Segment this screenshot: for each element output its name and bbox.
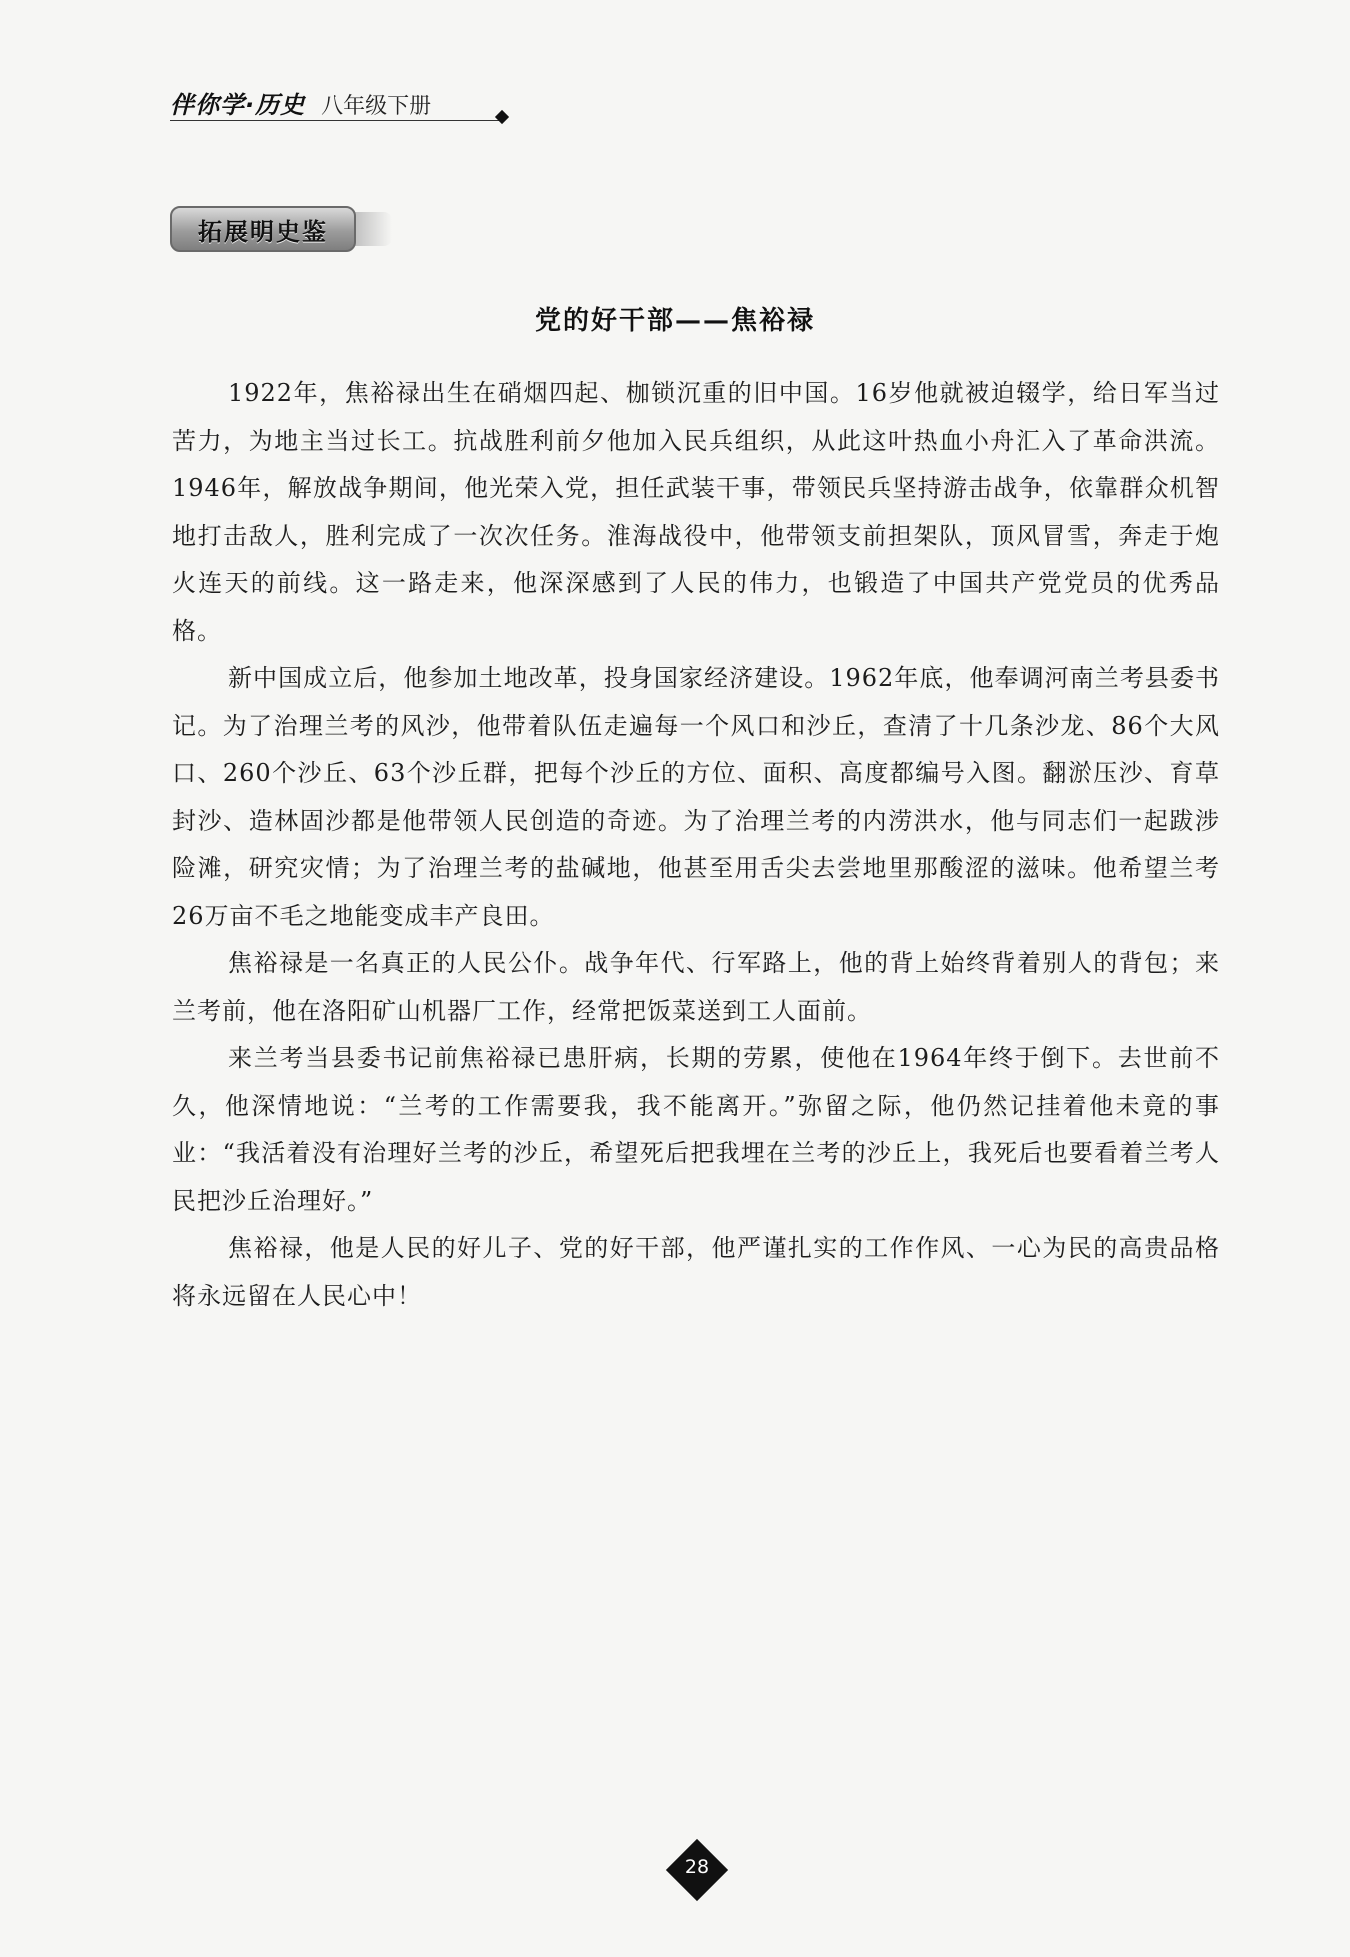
page-number: 28: [684, 1856, 710, 1878]
article-title: 党的好干部——焦裕禄: [534, 306, 815, 336]
book-subtitle: 八年级下册: [321, 94, 432, 119]
paragraph: 新中国成立后，他参加土地改革，投身国家经济建设。1962年底，他奉调河南兰考县委书记。为了治理兰考的风沙，他带着队伍走遍每一个风口和沙丘，查清了十几条沙龙、86个大风口、260个沙丘、63个沙丘群，把每个沙丘的方位、面积、高度都编号入图。翻淤压沙、育草封沙、造林固沙都是他带领人民创造的奇迹。为了治理兰考的内涝洪水，他与同志们一起跋涉险滩，研究灾情；为了治理兰考的盐碱地，他甚至用舌尖去尝地里那酸涩的滋味。他希望兰考26万亩不毛之地能变成丰产良田。: [172, 664, 1220, 930]
paragraph: 焦裕禄，他是人民的好儿子、党的好干部，他严谨扎实的工作作风、一心为民的高贵品格将永远留在人民心中！: [172, 1234, 1220, 1310]
section-badge: [170, 206, 356, 252]
article-body: [172, 370, 1220, 1320]
paragraph: 1922年，焦裕禄出生在硝烟四起、枷锁沉重的旧中国。16岁他就被迫辍学，给日军当过苦力，为地主当过长工。抗战胜利前夕他加入民兵组织，从此这叶热血小舟汇入了革命洪流。1946年，解放战争期间，他光荣入党，担任武装干事，带领民兵坚持游击战争，依靠群众机智地打击敌人，胜利完成了一次次任务。淮海战役中，他带领支前担架队，顶风冒雪，奔走于炮火连天的前线。这一路走来，他深深感到了人民的伟力，也锻造了中国共产党党员的优秀品格。: [172, 379, 1220, 645]
running-header: [170, 82, 431, 120]
section-badge-tail: [352, 212, 392, 246]
diamond-icon: [495, 110, 509, 124]
paragraph: 来兰考当县委书记前焦裕禄已患肝病，长期的劳累，使他在1964年终于倒下。去世前不久，他深情地说：“兰考的工作需要我，我不能离开。”弥留之际，他仍然记挂着他未竟的事业：“我活着没有治理好兰考的沙丘，希望死后把我埋在兰考的沙丘上，我死后也要看着兰考人民把沙丘治理好。”: [172, 1044, 1220, 1215]
paragraph: 焦裕禄是一名真正的人民公仆。战争年代、行军路上，他的背上始终背着别人的背包；来兰考前，他在洛阳矿山机器厂工作，经常把饭菜送到工人面前。: [172, 949, 1220, 1025]
section-label: 拓展明史鉴: [198, 217, 328, 246]
header-rule: [170, 120, 500, 121]
book-title: 伴你学·历史: [170, 91, 306, 119]
